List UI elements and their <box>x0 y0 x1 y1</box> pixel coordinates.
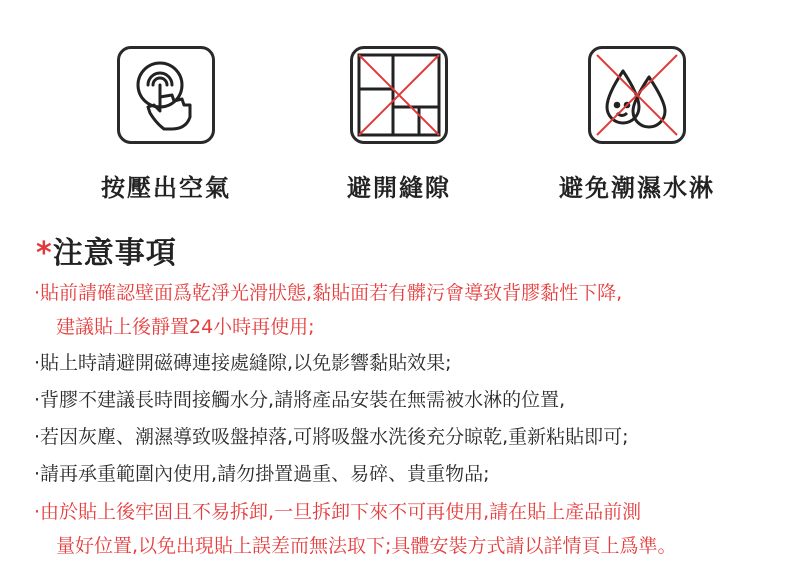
notice-title <box>36 228 177 272</box>
gaps-icon-box <box>350 46 448 144</box>
note-1-line-2: 建議貼上後靜置24小時再使用; <box>56 316 315 338</box>
note-6-line-2: 量好位置,以免出現貼上誤差而無法取下;具體安裝方式請以詳情頁上爲準。 <box>56 535 677 557</box>
gaps-label: 避開縫隙 <box>347 174 451 202</box>
press-icon-box <box>117 46 215 144</box>
note-6-line-1: ·由於貼上後牢固且不易拆卸,一旦拆卸下來不可再使用,請在貼上產品前測 <box>34 501 642 523</box>
avoid-gaps-icon <box>353 49 445 141</box>
note-5: ·請再承重範圍內使用,請勿掛置過重、易碎、貴重物品; <box>34 463 490 485</box>
press-finger-icon <box>120 49 212 141</box>
water-label: 避免潮濕水淋 <box>559 174 715 202</box>
note-3: ·背膠不建議長時間接觸水分,請將產品安裝在無需被水淋的位置, <box>34 389 566 411</box>
note-1-line-1: ·貼前請確認壁面爲乾淨光滑狀態,黏貼面若有髒污會導致背膠黏性下降, <box>34 282 623 304</box>
note-2: ·貼上時請避開磁磚連接處縫隙,以免影響黏貼效果; <box>34 352 452 374</box>
title-star: * <box>36 236 53 271</box>
water-icon-box <box>588 46 686 144</box>
note-4: ·若因灰塵、潮濕導致吸盤掉落,可將吸盤水洗後充分晾乾,重新粘貼即可; <box>34 426 629 448</box>
avoid-water-icon <box>591 49 683 141</box>
press-label: 按壓出空氣 <box>101 174 231 202</box>
title-text: 注意事項 <box>52 236 177 271</box>
